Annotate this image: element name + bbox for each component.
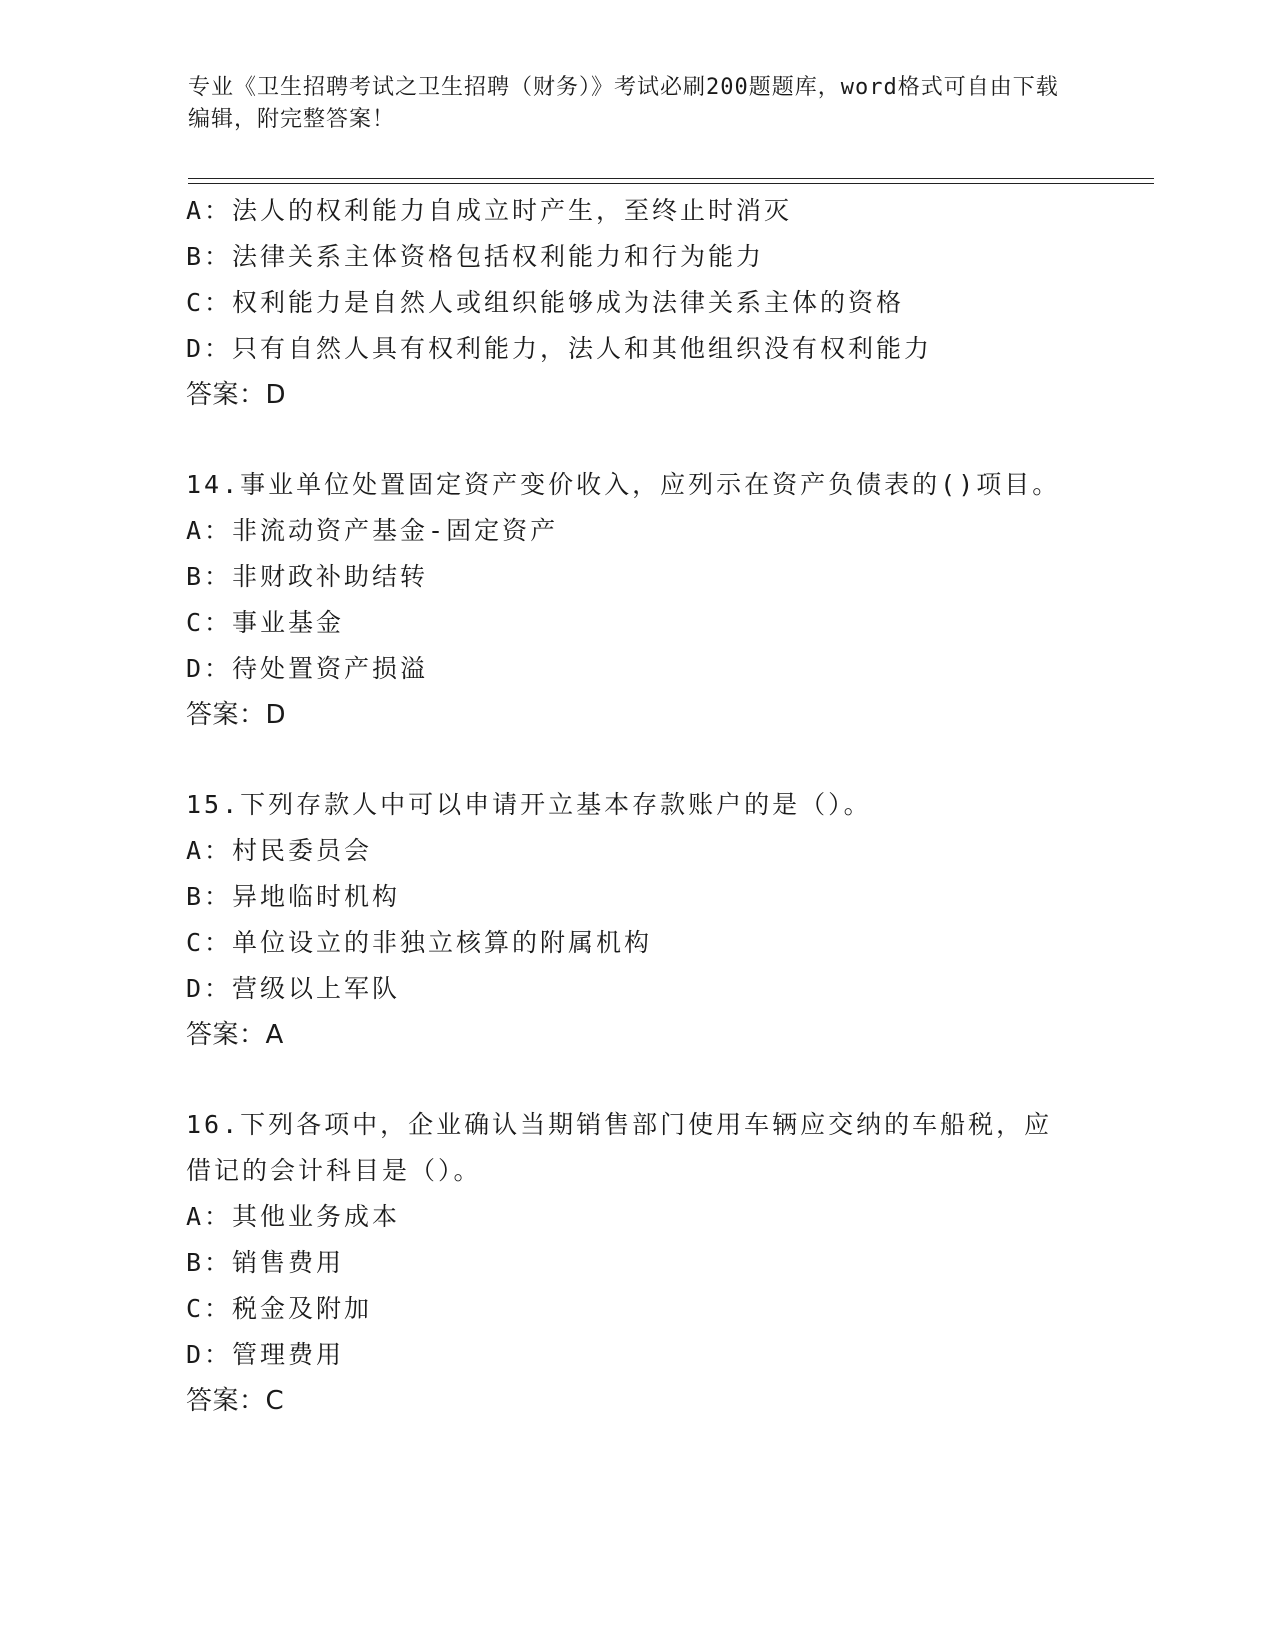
question-13-continued (186, 188, 1086, 418)
option-d: D：只有自然人具有权利能力，法人和其他组织没有权利能力 (186, 334, 933, 363)
question-list (186, 188, 1086, 1424)
answer-line: 答案：D (186, 380, 287, 410)
option-c: C：税金及附加 (186, 1294, 373, 1323)
option-a: A：村民委员会 (186, 836, 373, 865)
option-d: D：管理费用 (186, 1340, 345, 1369)
header-rule-top (188, 178, 1154, 179)
option-b: B：非财政补助结转 (186, 562, 429, 591)
option-b: B：异地临时机构 (186, 882, 401, 911)
question-16 (186, 1102, 1086, 1424)
header-rule-bottom (188, 183, 1154, 184)
question-stem: 16.下列各项中，企业确认当期销售部门使用车辆应交纳的车船税，应借记的会计科目是（）。 (186, 1110, 1053, 1185)
question-15 (186, 782, 1086, 1058)
option-c: C：单位设立的非独立核算的附属机构 (186, 928, 653, 957)
option-a: A：非流动资产基金-固定资产 (186, 516, 559, 545)
answer-line: 答案：A (186, 1020, 284, 1050)
question-stem: 15.下列存款人中可以申请开立基本存款账户的是（）。 (186, 790, 872, 819)
document-header: 专业《卫生招聘考试之卫生招聘（财务）》考试必刷200题题库，word格式可自由下载编辑，附完整答案！ (188, 75, 1059, 132)
question-stem: 14.事业单位处置固定资产变价收入，应列示在资产负债表的()项目。 (186, 470, 1061, 499)
answer-line: 答案：C (186, 1386, 285, 1416)
answer-line: 答案：D (186, 700, 287, 730)
option-b: B：销售费用 (186, 1248, 345, 1277)
option-a: A：其他业务成本 (186, 1202, 401, 1231)
option-c: C：权利能力是自然人或组织能够成为法律关系主体的资格 (186, 288, 905, 317)
question-14 (186, 462, 1086, 738)
option-d: D：待处置资产损溢 (186, 654, 429, 683)
option-b: B：法律关系主体资格包括权利能力和行为能力 (186, 242, 765, 271)
option-a: A：法人的权利能力自成立时产生，至终止时消灭 (186, 196, 793, 225)
option-d: D：营级以上军队 (186, 974, 401, 1003)
option-c: C：事业基金 (186, 608, 345, 637)
